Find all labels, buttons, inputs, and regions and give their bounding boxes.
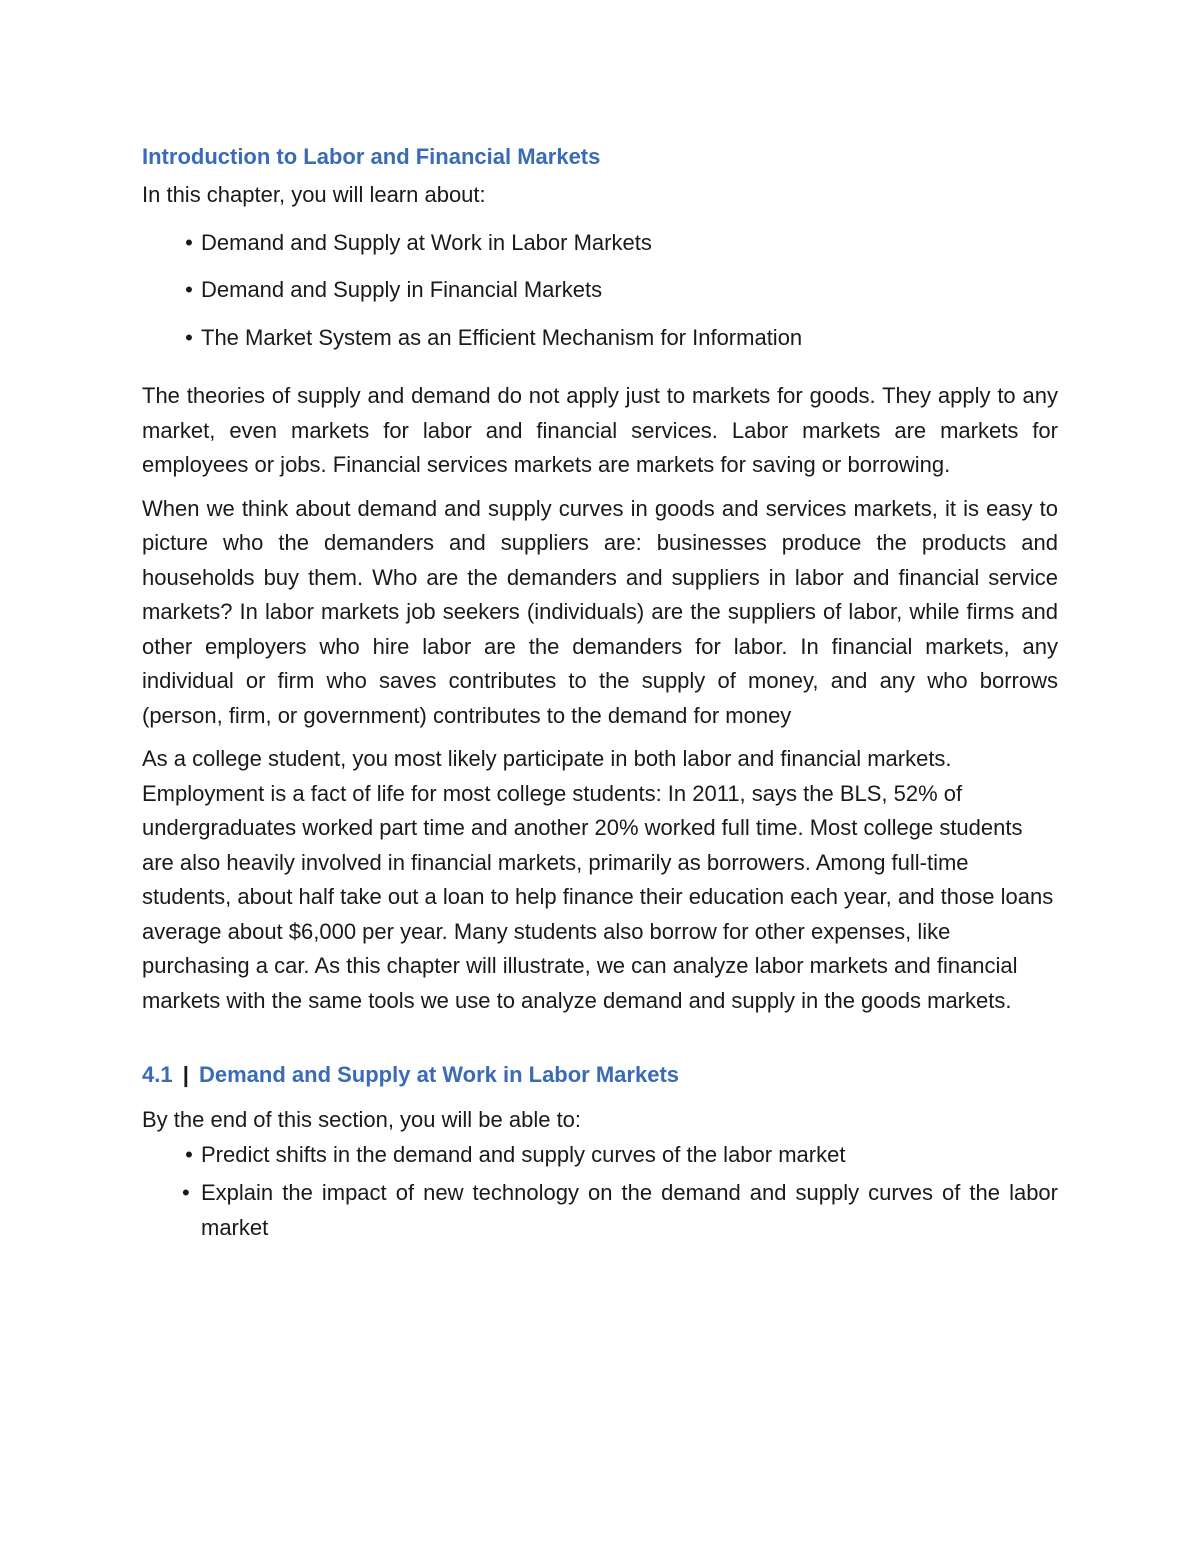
list-item-text: Predict shifts in the demand and supply curves of the labor market	[201, 1141, 846, 1167]
list-item	[142, 321, 1058, 356]
list-item-text: Demand and Supply in Financial Markets	[201, 277, 603, 302]
chapter-topics-list	[142, 226, 1058, 356]
section-objectives-list	[142, 1138, 1058, 1246]
paragraph: When we think about demand and supply curves in goods and services markets, it is easy to picture who the demanders and suppliers are: businesses produce the products and households buy them. Who are the demanders and suppliers in labor and financial service markets? In labor markets job seekers (individuals) are the suppliers of labor, while firms and other employers who hire labor are the demanders for labor. In financial markets, any individual or firm who saves contributes to the supply of money, and any who borrows (person, firm, or government) contributes to the demand for money	[142, 495, 1058, 728]
section-number: 4.1	[142, 1062, 173, 1087]
document-page	[142, 140, 1058, 1249]
section-separator: |	[182, 1062, 189, 1087]
paragraph: The theories of supply and demand do not apply just to markets for goods. They apply to any market, even markets for labor and financial services. Labor markets are markets for employees or jobs. Financial services markets are markets for saving or borrowing.	[142, 383, 1058, 477]
bullet-icon: •	[185, 324, 193, 350]
list-item	[142, 226, 1058, 261]
list-item-text: Demand and Supply at Work in Labor Markets	[201, 229, 652, 255]
section-title: Demand and Supply at Work in Labor Markets	[199, 1062, 680, 1087]
bullet-icon: •	[185, 229, 193, 255]
list-item-text: The Market System as an Efficient Mechanism for Information	[201, 324, 803, 350]
paragraph: As a college student, you most likely participate in both labor and financial markets. Employment is a fact of life for most college students: In 2011, says the BLS, 52% of undergraduates worked part time and another 20% worked full time. Most college students are also heavily involved in financial markets, primarily as borrowers. Among full-time students, about half take out a loan to help finance their education each year, and those loans average about $6,000 per year. Many students also borrow for other expenses, like purchasing a car. As this chapter will illustrate, we can analyze labor markets and financial markets with the same tools we use to analyze demand and supply in the goods markets.	[142, 746, 1054, 1013]
list-item-text: Explain the impact of new technology on the demand and supply curves of the labor market	[201, 1180, 1058, 1240]
chapter-intro: In this chapter, you will learn about:	[142, 182, 486, 207]
chapter-title: Introduction to Labor and Financial Markets	[142, 144, 601, 169]
list-item	[142, 1138, 1058, 1173]
bullet-icon: •	[185, 277, 193, 302]
list-item	[142, 1176, 1058, 1245]
list-item	[142, 273, 1058, 308]
bullet-icon: •	[182, 1180, 190, 1205]
section-intro: By the end of this section, you will be able to:	[142, 1107, 582, 1132]
bullet-icon: •	[185, 1141, 193, 1167]
section-heading	[142, 1058, 1058, 1092]
